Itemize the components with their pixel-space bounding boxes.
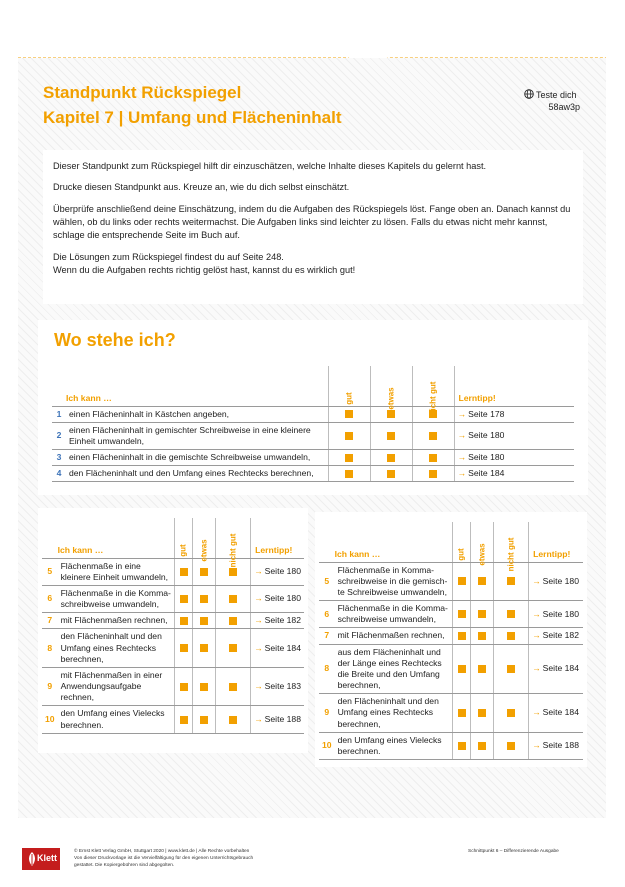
page-title: Standpunkt Rückspiegel [43, 83, 242, 102]
table-row [42, 558, 304, 585]
arrow-right-icon: → [254, 642, 263, 653]
page-reference-link[interactable]: Seite 182 [264, 615, 301, 626]
checkbox-etwas[interactable] [200, 595, 208, 603]
teste-dich-badge[interactable] [524, 89, 584, 112]
row-number: 1 [52, 406, 66, 422]
lerntipp-cell [454, 422, 574, 449]
checkbox-etwas[interactable] [478, 610, 486, 618]
col-nicht-gut: nicht gut [216, 518, 251, 558]
col-ich-kann: Ich kann … [335, 522, 453, 562]
page-reference-link[interactable]: Seite 180 [542, 608, 579, 619]
checkbox-nicht-gut[interactable] [429, 470, 437, 478]
checkbox-gut[interactable] [180, 617, 188, 625]
checkbox-gut[interactable] [180, 644, 188, 652]
lerntipp-cell [251, 667, 304, 706]
row-number: 3 [52, 450, 66, 466]
checkbox-gut[interactable] [345, 432, 353, 440]
page-reference-link[interactable]: Seite 184 [264, 642, 301, 653]
checkbox-gut[interactable] [458, 709, 466, 717]
checkbox-gut[interactable] [458, 610, 466, 618]
intro-solutions-line: Die Lösungen zum Rückspiegel findest du auf Seite 248. [53, 251, 284, 262]
table-row [319, 562, 583, 601]
table-row [52, 466, 574, 482]
checkbox-nicht-gut[interactable] [229, 683, 237, 691]
arrow-right-icon: → [532, 663, 541, 674]
checkbox-nicht-gut[interactable] [229, 716, 237, 724]
copyright-line-2: Von dieser Druckvorlage ist die Vervielfältigung für den eigenen Unterrichtsgebrauch [74, 856, 254, 862]
arrow-right-icon: → [532, 630, 541, 641]
skill-text: Flächenmaße in Komma-schreibweise in die gemisch-te Schreibweise umwandeln, [335, 562, 453, 601]
checkbox-etwas[interactable] [387, 410, 395, 418]
intro-paragraph-4 [53, 251, 573, 278]
page-reference-link[interactable]: Seite 178 [468, 408, 505, 419]
checkbox-nicht-gut[interactable] [429, 454, 437, 462]
checkbox-etwas[interactable] [478, 665, 486, 673]
checkbox-nicht-gut[interactable] [507, 709, 515, 717]
table-row [52, 406, 574, 422]
checkbox-gut[interactable] [458, 742, 466, 750]
checkbox-nicht-gut[interactable] [507, 742, 515, 750]
arrow-right-icon: → [532, 608, 541, 619]
row-number: 4 [52, 466, 66, 482]
left-path-card [38, 508, 308, 753]
checkbox-nicht-gut[interactable] [507, 610, 515, 618]
page-reference-link[interactable]: Seite 180 [542, 575, 579, 586]
checkbox-gut[interactable] [345, 470, 353, 478]
col-etwas: etwas [471, 522, 494, 562]
row-number: 10 [42, 706, 58, 733]
checkbox-nicht-gut[interactable] [229, 595, 237, 603]
row-number: 7 [42, 613, 58, 629]
col-ich-kann: Ich kann … [58, 518, 175, 558]
table-row [42, 706, 304, 733]
checkbox-etwas[interactable] [478, 709, 486, 717]
col-gut: gut [328, 366, 370, 406]
col-ich-kann: Ich kann … [66, 366, 328, 406]
page-reference-link[interactable]: Seite 180 [468, 452, 505, 463]
klett-logo-text: Klett [37, 853, 57, 863]
table-row [52, 422, 574, 449]
row-number: 9 [42, 667, 58, 706]
skill-text: den Flächeninhalt und den Umfang eines Rechtecks berechnen, [58, 629, 175, 668]
checkbox-gut[interactable] [458, 665, 466, 673]
skill-text: mit Flächenmaßen in einer Anwendungsaufgabe rechnen, [58, 667, 175, 706]
lerntipp-cell [251, 558, 304, 585]
checkbox-etwas[interactable] [200, 617, 208, 625]
arrow-right-icon: → [457, 430, 467, 441]
wo-stehe-ich-card [38, 320, 588, 495]
table-row [319, 732, 583, 759]
lerntipp-cell [251, 613, 304, 629]
arrow-right-icon: → [457, 452, 467, 463]
right-path-card [315, 512, 587, 767]
skill-text: mit Flächenmaßen rechnen, [335, 628, 453, 644]
checkbox-nicht-gut[interactable] [229, 644, 237, 652]
checkbox-etwas[interactable] [478, 632, 486, 640]
col-etwas: etwas [370, 366, 412, 406]
page-reference-link[interactable]: Seite 184 [468, 468, 505, 479]
checkbox-gut[interactable] [458, 632, 466, 640]
page-reference-link[interactable]: Seite 183 [264, 681, 301, 692]
klett-logo [22, 848, 60, 870]
checkbox-etwas[interactable] [387, 470, 395, 478]
intro-paragraph-2: Drucke diesen Standpunkt aus. Kreuze an, wie du dich selbst einschätzt. [53, 182, 350, 193]
checkbox-etwas[interactable] [387, 432, 395, 440]
lerntipp-cell [251, 585, 304, 612]
table-row [319, 644, 583, 694]
col-gut: gut [175, 518, 193, 558]
row-number: 2 [52, 422, 66, 449]
page-reference-link[interactable]: Seite 184 [542, 663, 579, 674]
lerntipp-cell [454, 450, 574, 466]
lerntipp-cell [529, 694, 583, 733]
checkbox-etwas[interactable] [200, 568, 208, 576]
arrow-right-icon: → [457, 408, 467, 419]
row-number: 9 [319, 694, 335, 733]
lerntipp-cell [529, 562, 583, 601]
checkbox-etwas[interactable] [387, 454, 395, 462]
wo-stehe-ich-heading: Wo stehe ich? [54, 330, 176, 350]
checkbox-nicht-gut[interactable] [507, 632, 515, 640]
skill-text: den Umfang eines Vielecks berechnen. [335, 732, 453, 759]
table-row [42, 667, 304, 706]
table-row [319, 628, 583, 644]
table-row [319, 601, 583, 628]
col-lerntipp: Lerntipp! [251, 518, 304, 558]
page-reference-link[interactable]: Seite 188 [264, 713, 301, 724]
globe-icon [524, 89, 534, 99]
skill-text: Flächenmaße in die Komma-schreibweise umwandeln, [335, 601, 453, 628]
page-reference-link[interactable]: Seite 182 [542, 630, 579, 641]
copyright-line-1: © Ernst Klett Verlag GmbH, Stuttgart 2020 | www.klett.de | Alle Rechte vorbehalten [74, 849, 250, 854]
arrow-right-icon: → [254, 713, 263, 724]
checkbox-nicht-gut[interactable] [507, 577, 515, 585]
teste-dich-code: 58aw3p [548, 102, 580, 112]
arrow-right-icon: → [254, 681, 263, 692]
table-row [42, 629, 304, 668]
self-assessment-table-right [319, 522, 583, 760]
skill-text: den Umfang eines Vielecks berechnen. [58, 706, 175, 733]
intro-right-line: Wenn du die Aufgaben rechts richtig gelöst hast, kannst du es wirklich gut! [53, 265, 356, 276]
page-reference-link[interactable]: Seite 180 [468, 430, 505, 441]
checkbox-etwas[interactable] [200, 716, 208, 724]
intro-paragraph-3: Überprüfe anschließend deine Einschätzung, indem du die Aufgaben des Rückspiegels löst. Fange oben an. Danach kannst du wählen, ob du links oder rechts weitermachst. Die Aufgaben links sind leichter zu lösen. Falls du etwas nicht mehr kannst, schlage die entsprechende Seite im Buch auf. [53, 203, 571, 241]
arrow-right-icon: → [532, 575, 541, 586]
col-lerntipp: Lerntipp! [454, 366, 574, 406]
row-number: 6 [42, 585, 58, 612]
arrow-right-icon: → [532, 707, 541, 718]
page-reference-link[interactable]: Seite 180 [264, 593, 301, 604]
lerntipp-cell [454, 406, 574, 422]
arrow-right-icon: → [532, 740, 541, 751]
row-number: 5 [42, 558, 58, 585]
copyright-notice [74, 848, 374, 870]
checkbox-etwas[interactable] [478, 577, 486, 585]
col-etwas: etwas [193, 518, 216, 558]
row-number: 6 [319, 601, 335, 628]
row-number: 10 [319, 732, 335, 759]
lerntipp-cell [529, 601, 583, 628]
checkbox-gut[interactable] [180, 568, 188, 576]
arrow-right-icon: → [457, 468, 467, 479]
skill-text: Flächenmaße in eine kleinere Einheit umwandeln, [58, 558, 175, 585]
skill-text: einen Flächeninhalt in Kästchen angeben, [66, 406, 328, 422]
col-nicht-gut: nicht gut [412, 366, 454, 406]
col-lerntipp: Lerntipp! [529, 522, 583, 562]
checkbox-nicht-gut[interactable] [429, 432, 437, 440]
arrow-right-icon: → [254, 593, 263, 604]
book-title-footer: Schnittpunkt 6 – Differenzierende Ausgabe [468, 849, 559, 854]
skill-text: Flächenmaße in die Komma-schreibweise umwandeln, [58, 585, 175, 612]
skill-text: den Flächeninhalt und den Umfang eines Rechtecks berechnen, [335, 694, 453, 733]
checkbox-gut[interactable] [180, 716, 188, 724]
lerntipp-cell [529, 628, 583, 644]
skill-text: einen Flächeninhalt in die gemischte Schreibweise umwandeln, [66, 450, 328, 466]
self-assessment-table-left [42, 518, 304, 734]
page-reference-link[interactable]: Seite 184 [542, 707, 579, 718]
checkbox-etwas[interactable] [200, 683, 208, 691]
chapter-title: Kapitel 7 | Umfang und Flächeninhalt [43, 108, 342, 127]
table-row [42, 613, 304, 629]
skill-text: aus dem Flächeninhalt und der Länge eines Rechtecks die Breite und den Umfang berechnen, [335, 644, 453, 694]
row-number: 8 [319, 644, 335, 694]
skill-text: mit Flächenmaßen rechnen, [58, 613, 175, 629]
row-number: 7 [319, 628, 335, 644]
row-number: 8 [42, 629, 58, 668]
checkbox-gut[interactable] [180, 683, 188, 691]
intro-paragraph-1: Dieser Standpunkt zum Rückspiegel hilft dir einzuschätzen, welche Inhalte dieses Kapitels du gelernt hast. [53, 161, 487, 171]
checkbox-etwas[interactable] [200, 644, 208, 652]
intro-box [43, 150, 583, 304]
page-reference-link[interactable]: Seite 188 [542, 740, 579, 751]
lerntipp-cell [251, 706, 304, 733]
page-reference-link[interactable]: Seite 180 [264, 566, 301, 577]
col-gut: gut [453, 522, 471, 562]
self-assessment-table-top [52, 366, 574, 482]
checkbox-nicht-gut[interactable] [229, 568, 237, 576]
table-row [52, 450, 574, 466]
row-number: 5 [319, 562, 335, 601]
checkbox-etwas[interactable] [478, 742, 486, 750]
arrow-right-icon: → [254, 566, 263, 577]
skill-text: einen Flächeninhalt in gemischter Schreibweise in eine kleinere Einheit umwandeln, [66, 422, 328, 449]
lerntipp-cell [529, 732, 583, 759]
copyright-line-3: gestattet. Die Kopiergebühren sind abgegolten. [74, 863, 175, 869]
lerntipp-cell [251, 629, 304, 668]
lerntipp-cell [454, 466, 574, 482]
skill-text: den Flächeninhalt und den Umfang eines Rechtecks berechnen, [66, 466, 328, 482]
checkbox-nicht-gut[interactable] [507, 665, 515, 673]
table-row [319, 694, 583, 733]
arrow-right-icon: → [254, 615, 263, 626]
checkbox-gut[interactable] [345, 410, 353, 418]
col-nicht-gut: nicht gut [494, 522, 529, 562]
checkbox-gut[interactable] [458, 577, 466, 585]
checkbox-nicht-gut[interactable] [229, 617, 237, 625]
table-row [42, 585, 304, 612]
checkbox-gut[interactable] [345, 454, 353, 462]
lerntipp-cell [529, 644, 583, 694]
checkbox-gut[interactable] [180, 595, 188, 603]
teste-dich-label: Teste dich [536, 90, 577, 100]
